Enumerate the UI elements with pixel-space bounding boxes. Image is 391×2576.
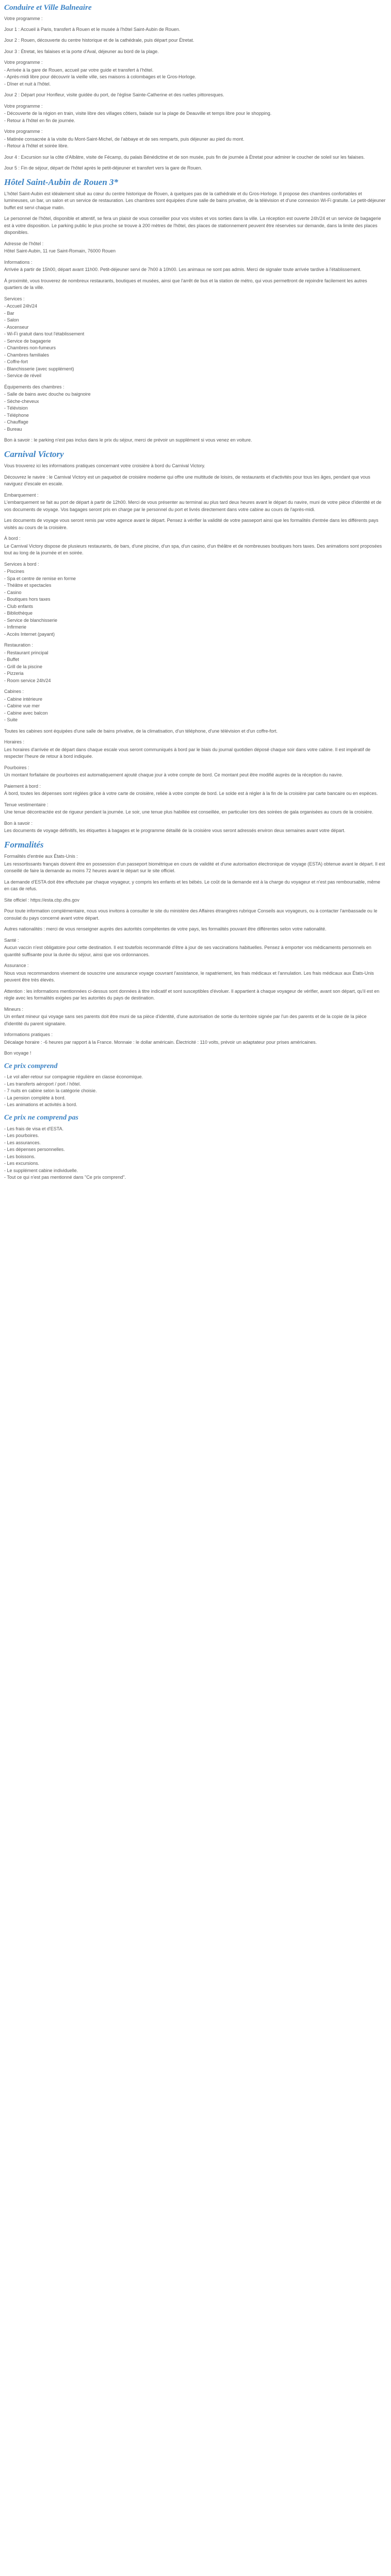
paragraph: L'hôtel Saint-Aubin est idéalement situé au cœur du centre historique de Rouen, à quelques pas de la cathédrale et du Gros-Horloge. Il propose des chambres confortables et lumineuses, un bar, un salon et un service de restauration. Les chambres sont équipées d'une salle de bains privative, de la télévision et d'une connexion Wi-Fi gratuite. Le petit-déjeuner buffet est servi chaque matin. [4, 191, 386, 210]
list-item: - Salon [4, 317, 19, 323]
list-item: - Grill de la piscine [4, 664, 43, 669]
list-item: - La pension complète à bord. [4, 1095, 66, 1100]
list-item: - Les animations et activités à bord. [4, 1102, 77, 1108]
section-price-excludes [4, 1114, 386, 1181]
paragraph: Pourboires : [4, 765, 29, 770]
section-title: Conduire et Ville Balneaire [4, 4, 92, 12]
list-item: - Théâtre et spectacles [4, 583, 52, 588]
list-item: - Buffet [4, 657, 19, 663]
paragraph: Tenue vestimentaire : [4, 802, 48, 807]
paragraph: Cabines : [4, 689, 24, 694]
list-item: - Piscines [4, 569, 25, 574]
paragraph: Horaires : [4, 739, 25, 745]
dining-list [4, 650, 386, 685]
paragraph: Restauration : [4, 642, 34, 648]
paragraph: Votre programme : [4, 103, 43, 109]
paragraph: Votre programme : [4, 60, 43, 65]
paragraph: Informations : [4, 259, 32, 265]
list-item: - Coffre-fort [4, 359, 28, 365]
paragraph: - Arrivée à la gare de Rouen, accueil par votre guide et transfert à l'hôtel. - Après-midi libre pour découvrir la vieille ville, ses maisons à colombages et le Gros-Horloge. - Dîner et nuit à l'hôtel. [4, 67, 197, 87]
paragraph: L'embarquement se fait au port de départ à partir de 12h00. Merci de vous présenter au terminal au plus tard deux heures avant le départ du navire, muni de votre pièce d'identité et de vos documents de voyage. Vos bagages seront pris en charge par le personnel du port et livrés directement dans votre cabine au cours de l'après-midi. [4, 500, 382, 512]
paragraph: - Matinée consacrée à la visite du Mont-Saint-Michel, de l'abbaye et de ses remparts, puis déjeuner au pied du mont. - Retour à l'hôtel et soirée libre. [4, 136, 245, 148]
list-item: - Les pourboires. [4, 1133, 39, 1139]
section-itinerary [4, 3, 386, 172]
esta-link[interactable]: Site officiel : https://esta.cbp.dhs.gov [4, 897, 79, 903]
paragraph: Bon à savoir : [4, 820, 33, 826]
section-title: Formalités [4, 839, 44, 850]
section-title: Ce prix comprend [4, 1062, 58, 1070]
paragraph: Votre programme : [4, 129, 43, 134]
cabins-list [4, 696, 386, 724]
paragraph: Attention : les informations mentionnées ci-dessus sont données à titre indicatif et sont susceptibles d'évoluer. Il appartient à chaque voyageur de vérifier, avant son départ, qu'il est en règle avec les formalités exigées par les autorités du pays de destination. [4, 988, 380, 1001]
list-item: - Salle de bains avec douche ou baignoire [4, 392, 91, 397]
list-item: - Les boissons. [4, 1154, 36, 1159]
paragraph: Mineurs : [4, 1006, 24, 1012]
list-item: - Télévision [4, 405, 28, 411]
list-item: - Chauffage [4, 419, 28, 425]
list-item: - Chambres non-fumeurs [4, 345, 56, 351]
paragraph: Informations pratiques : [4, 1032, 53, 1038]
paragraph: Services : [4, 296, 25, 301]
list-item: - Bar [4, 310, 14, 316]
paragraph: Le Carnival Victory dispose de plusieurs restaurants, de bars, d'une piscine, d'un spa, d'un casino, d'un théâtre et de nombreuses boutiques hors taxes. Des animations sont proposées tout au long de la journée et en soirée. [4, 543, 382, 556]
paragraph: Votre programme : [4, 16, 43, 21]
paragraph: À proximité, vous trouverez de nombreux restaurants, boutiques et musées, ainsi que l'arrêt de bus et la station de métro, qui vous permettront de rejoindre facilement les autres quartiers de la ville. [4, 278, 367, 291]
list-item: - Cabine avec balcon [4, 710, 48, 716]
list-item: - Pizzeria [4, 671, 24, 676]
paragraph: Autres nationalités : merci de vous renseigner auprès des autorités compétentes de votre pays, les formalités pouvant être différentes selon votre nationalité. [4, 926, 327, 932]
list-item: - Restaurant principal [4, 650, 48, 655]
services-list [4, 303, 386, 380]
list-item: - Room service 24h/24 [4, 677, 51, 683]
section-title: Hôtel Saint-Aubin de Rouen 3* [4, 177, 119, 187]
list-item: - Ascenseur [4, 324, 29, 330]
includes-list [4, 1074, 386, 1109]
list-item: - Les frais de visa et d'ESTA. [4, 1126, 64, 1131]
paragraph: Toutes les cabines sont équipées d'une salle de bains privative, de la climatisation, d'un téléphone, d'une télévision et d'un coffre-fort. [4, 728, 278, 734]
list-item: - 7 nuits en cabine selon la catégorie choisie. [4, 1088, 97, 1094]
section-title: Carnival Victory [4, 449, 64, 459]
paragraph: Aucun vaccin n'est obligatoire pour cette destination. Il est toutefois recommandé d'être à jour de ses vaccinations habituelles. Pensez à emporter vos médicaments personnels en quantité suffisante pour la durée du séjour, ainsi que vos ordonnances. [4, 945, 371, 957]
paragraph: Hôtel Saint-Aubin, 11 rue Saint-Romain, 76000 Rouen [4, 248, 116, 254]
paragraph: Jour 1 : Accueil à Paris, transfert à Rouen et le musée à l'hôtel Saint-Aubin de Rouen. [4, 26, 181, 32]
list-item: - Blanchisserie (avec supplément) [4, 366, 74, 371]
list-item: - Service de bagagerie [4, 338, 51, 344]
list-item: - Spa et centre de remise en forme [4, 575, 76, 581]
list-item: - Infirmerie [4, 624, 27, 630]
onboard-services-list [4, 568, 386, 638]
list-item: - Accès Internet (payant) [4, 631, 55, 637]
paragraph: Paiement à bord : [4, 783, 41, 789]
paragraph: Santé : [4, 937, 19, 943]
paragraph: À bord, toutes les dépenses sont réglées grâce à votre carte de croisière, reliée à votre compte de bord. Le solde est à régler à la fin de la croisière par carte bancaire ou en espèces. [4, 791, 378, 796]
paragraph: Un enfant mineur qui voyage sans ses parents doit être muni de sa pièce d'identité, d'une autorisation de sortie du territoire signée par l'un des parents et de la copie de la pièce d'identité du parent signataire. [4, 1014, 367, 1026]
list-item: - Boutiques hors taxes [4, 597, 51, 602]
list-item: - Téléphone [4, 412, 29, 418]
list-item: - Sèche-cheveux [4, 398, 39, 404]
paragraph: Pour toute information complémentaire, nous vous invitons à consulter le site du ministère des Affaires étrangères rubrique Conseils aux voyageurs, ou à contacter l'ambassade ou le consulat du pays concerné avant votre départ. [4, 908, 378, 921]
paragraph: - Découverte de la région en train, visite libre des villages côtiers, balade sur la plage de Deauville et temps libre pour le shopping. - Retour à l'hôtel en fin de journée. [4, 111, 272, 123]
paragraph: Découvrez le navire : le Carnival Victory est un paquebot de croisière moderne qui offre une multitude de loisirs, de restaurants et d'activités pour tous les âges, pendant que vous naviguez d'escale en escale. [4, 474, 370, 487]
paragraph: Décalage horaire : -6 heures par rapport à la France. Monnaie : le dollar américain. Électricité : 110 volts, prévoir un adaptateur pour prises américaines. [4, 1039, 317, 1045]
list-item: - Bibliothèque [4, 611, 33, 616]
list-item: - Les transferts aéroport / port / hôtel. [4, 1081, 81, 1087]
list-item: - Bureau [4, 426, 22, 432]
paragraph: Jour 2 : Départ pour Honfleur, visite guidée du port, de l'église Sainte-Catherine et des ruelles pittoresques. [4, 92, 224, 97]
paragraph: Formalités d'entrée aux États-Unis : [4, 854, 78, 859]
list-item: - Tout ce qui n'est pas mentionné dans "Ce prix comprend". [4, 1175, 126, 1180]
list-item: - Service de blanchisserie [4, 617, 58, 623]
list-item: - Club enfants [4, 603, 34, 609]
list-item: - Le supplément cabine individuelle. [4, 1167, 78, 1173]
paragraph: À bord : [4, 536, 21, 541]
paragraph: Adresse de l'hôtel : [4, 241, 44, 246]
list-item: - Cabine intérieure [4, 696, 43, 702]
section-hotel [4, 177, 386, 444]
paragraph: Une tenue décontractée est de rigueur pendant la journée. Le soir, une tenue plus habillée est conseillée, en particulier lors des soirées de gala organisées au cours de la croisière. [4, 809, 373, 815]
paragraph: Nous vous recommandons vivement de souscrire une assurance voyage couvrant l'assistance, le rapatriement, les frais médicaux et l'annulation. Les frais médicaux aux États-Unis peuvent être très élevés. [4, 970, 374, 983]
paragraph: Assurance : [4, 963, 29, 969]
list-item: - Accueil 24h/24 [4, 303, 38, 309]
paragraph: Le personnel de l'hôtel, disponible et attentif, se fera un plaisir de vous conseiller pour vos visites et vos sorties dans la ville. La réception est ouverte 24h/24 et un service de bagagerie est à votre disposition. Le parking public le plus proche se trouve à 200 mètres de l'hôtel, des places de stationnement peuvent être réservées sur demande, dans la limite des places disponibles. [4, 216, 381, 235]
paragraph: Les documents de voyage définitifs, les étiquettes à bagages et le programme détaillé de la croisière vous seront adressés environ deux semaines avant votre départ. [4, 828, 346, 834]
paragraph: Équipements des chambres : [4, 384, 64, 389]
list-item: - Wi-Fi gratuit dans tout l'établissement [4, 331, 85, 337]
list-item: - Les excursions. [4, 1161, 40, 1166]
section-price-includes [4, 1062, 386, 1109]
list-item: - Cabine vue mer [4, 703, 40, 709]
paragraph: Bon à savoir : le parking n'est pas inclus dans le prix du séjour, merci de prévoir un supplément si vous venez en voiture. [4, 437, 252, 443]
list-item: - Casino [4, 589, 22, 595]
section-formalities [4, 840, 386, 1057]
list-item: - Service de réveil [4, 373, 42, 379]
section-cruise [4, 449, 386, 835]
paragraph: Services à bord : [4, 561, 39, 567]
room-equipment-list [4, 391, 386, 433]
section-title: Ce prix ne comprend pas [4, 1113, 78, 1122]
paragraph: Vous trouverez ici les informations pratiques concernant votre croisière à bord du Carnival Victory. [4, 463, 205, 469]
list-item: - Suite [4, 717, 18, 723]
paragraph: Bon voyage ! [4, 1050, 31, 1056]
list-item: - Les dépenses personnelles. [4, 1147, 65, 1153]
paragraph: Les ressortissants français doivent être en possession d'un passeport biométrique en cours de validité et d'une autorisation électronique de voyage (ESTA) obtenue avant le départ. Il est conseillé de faire la demande au moins 72 heures avant le départ sur le site officiel. [4, 861, 385, 874]
list-item: - Les assurances. [4, 1140, 41, 1145]
paragraph: Jour 3 : Étretat, les falaises et la porte d'Aval, déjeuner au bord de la plage. [4, 48, 159, 54]
list-item: - Le vol aller-retour sur compagnie régulière en classe économique. [4, 1074, 143, 1080]
paragraph: La demande d'ESTA doit être effectuée par chaque voyageur, y compris les enfants et les bébés. Le coût de la demande est à la charge du voyageur et n'est pas remboursable, même en cas de refus. [4, 879, 381, 892]
paragraph: Jour 4 : Excursion sur la côte d'Albâtre, visite de Fécamp, du palais Bénédictine et de son musée, puis fin de journée à Étretat pour admirer le coucher de soleil sur les falaises. [4, 154, 365, 160]
paragraph: Les documents de voyage vous seront remis par votre agence avant le départ. Pensez à vérifier la validité de votre passeport ainsi que les formalités d'entrée dans les différents pays visités au cours de la croisière. [4, 518, 379, 530]
list-item: - Chambres familiales [4, 352, 50, 358]
paragraph: Jour 2 : Rouen, découverte du centre historique et de la cathédrale, puis départ pour Étretat. [4, 38, 194, 43]
paragraph: Embarquement : [4, 492, 39, 498]
paragraph: Un montant forfaitaire de pourboires est automatiquement ajouté chaque jour à votre compte de bord. Ce montant peut être modifié auprès de la réception du navire. [4, 772, 343, 778]
paragraph: Les horaires d'arrivée et de départ dans chaque escale vous seront communiqués à bord par le biais du journal quotidien déposé chaque soir dans votre cabine. Il est impératif de respecter l'heure de retour à bord indiquée. [4, 747, 371, 759]
excludes-list [4, 1126, 386, 1181]
paragraph: Arrivée à partir de 15h00, départ avant 11h00. Petit-déjeuner servi de 7h00 à 10h00. Les animaux ne sont pas admis. Merci de signaler toute arrivée tardive à l'établissement. [4, 267, 362, 273]
page [0, 0, 391, 1197]
paragraph: Jour 5 : Fin de séjour, départ de l'hôtel après le petit-déjeuner et transfert vers la gare de Rouen. [4, 165, 202, 171]
